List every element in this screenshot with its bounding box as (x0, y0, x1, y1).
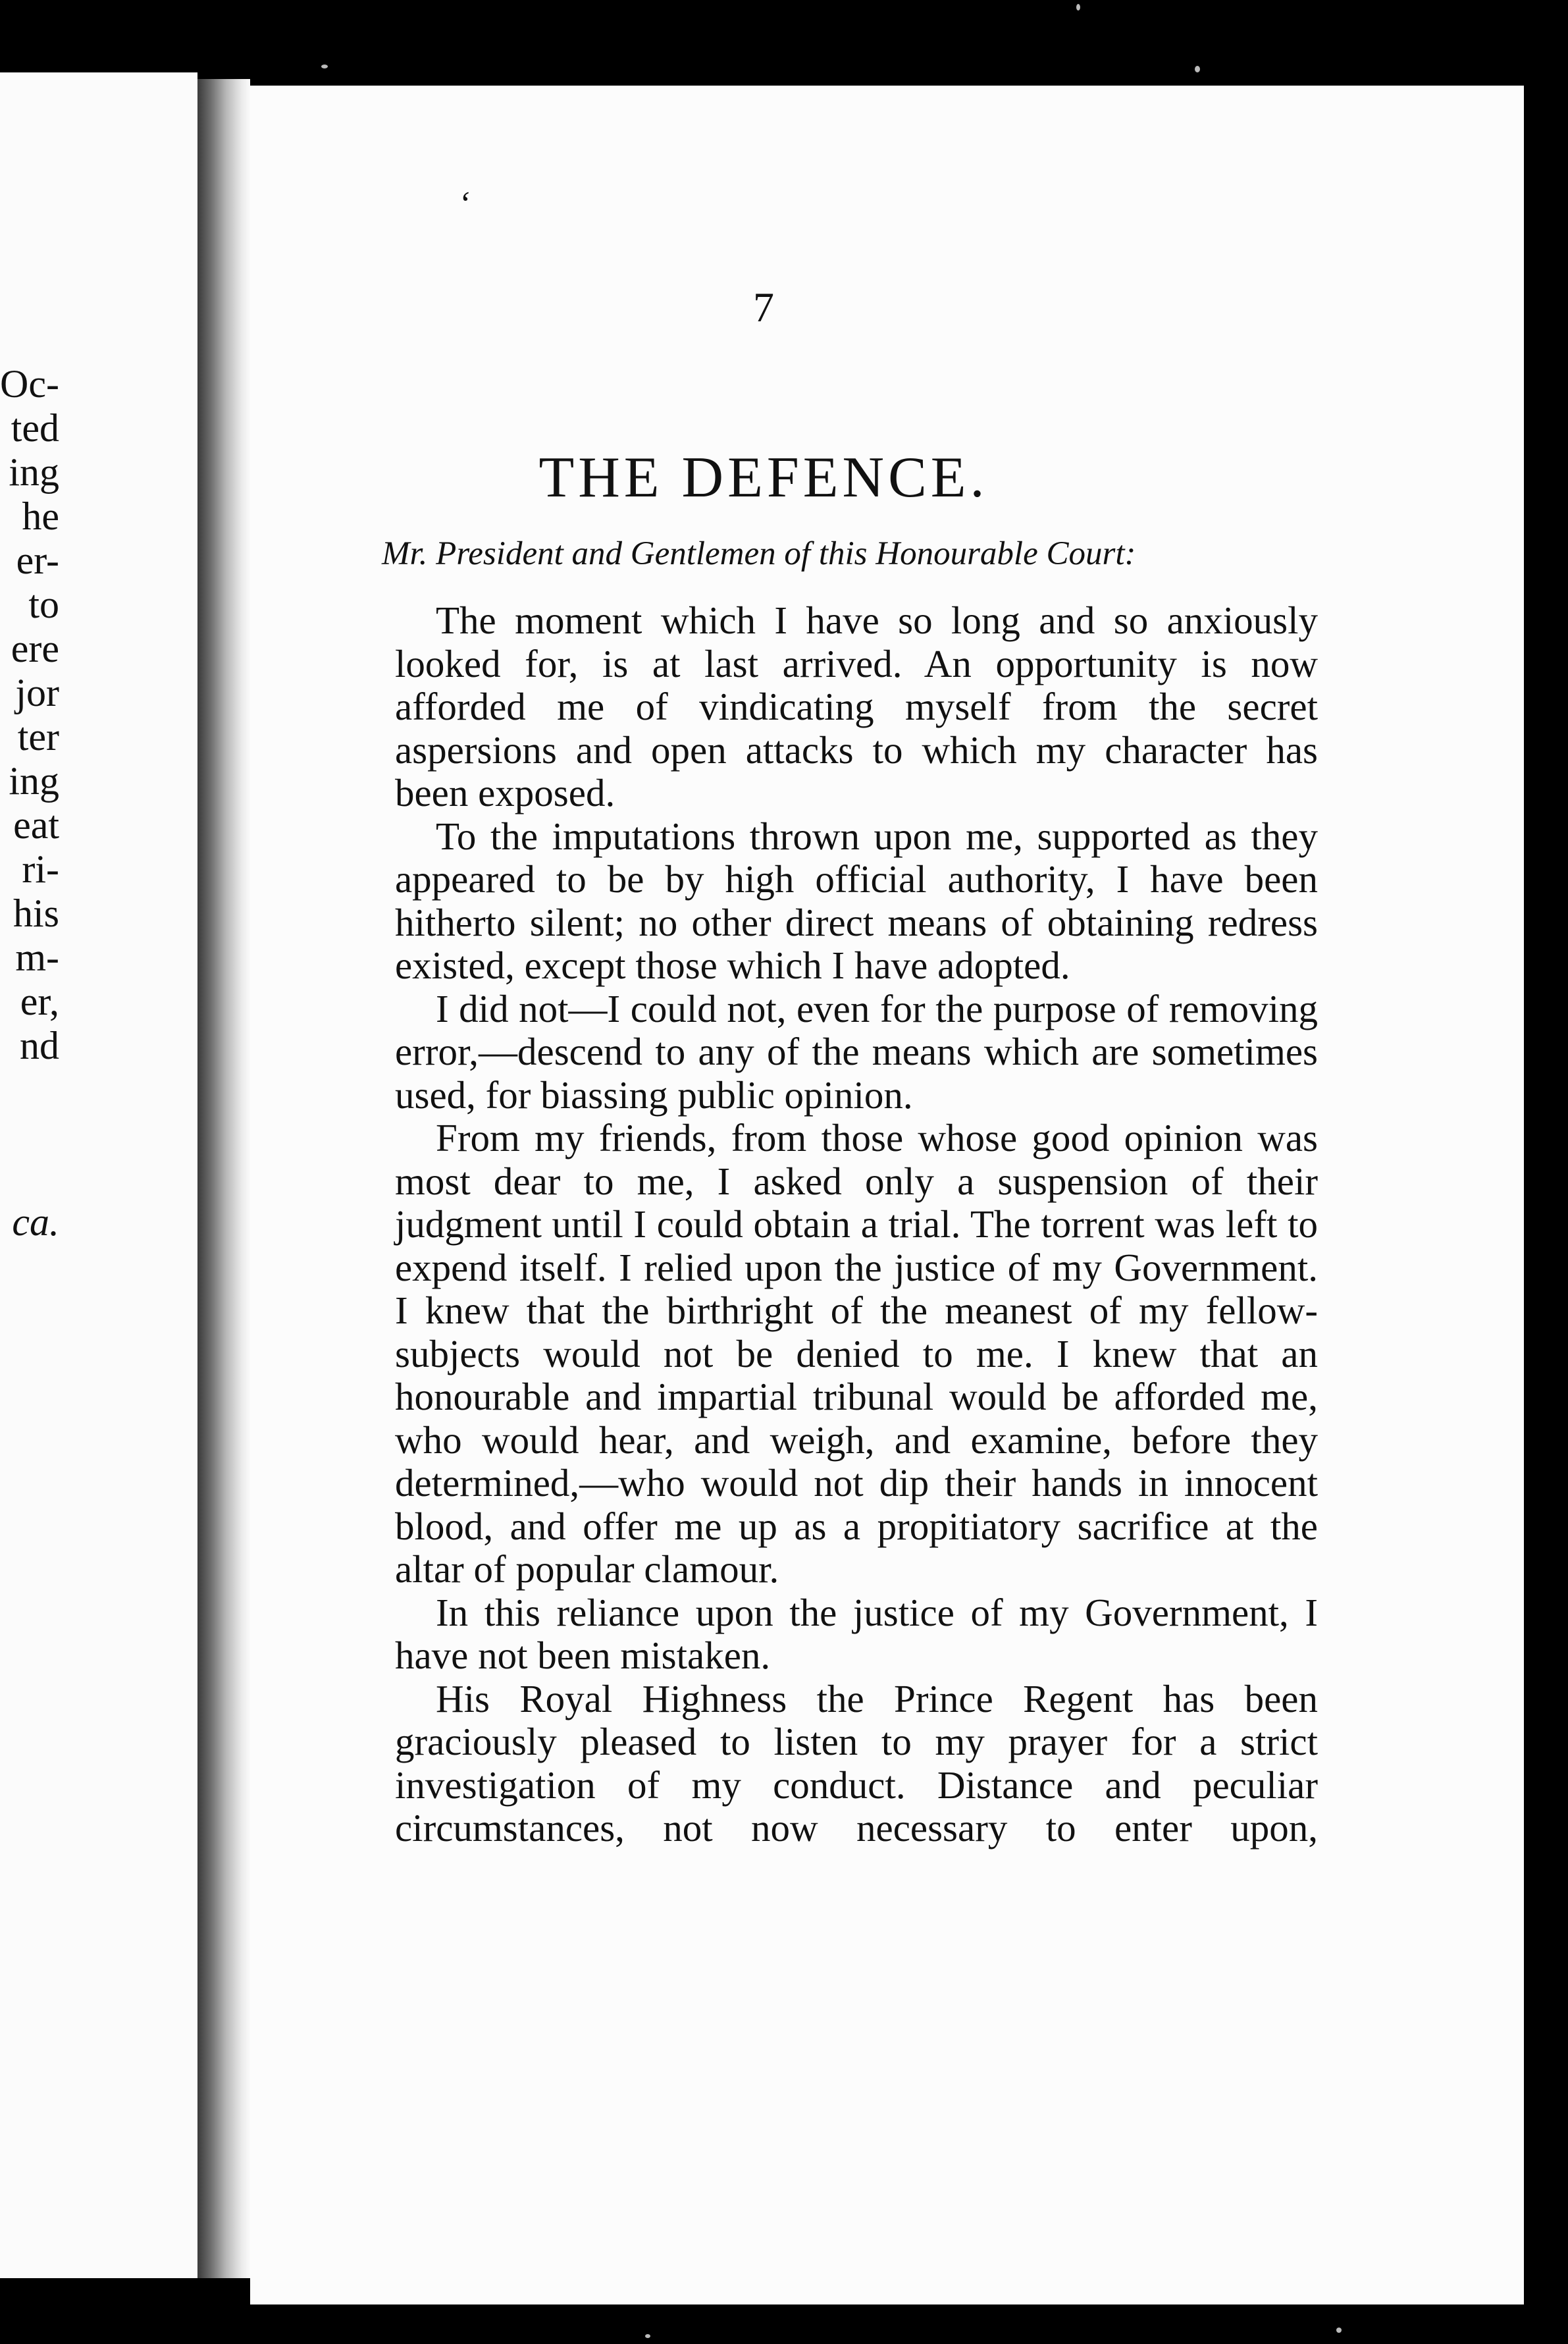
page-title: THE DEFENCE. (538, 446, 989, 510)
paragraph: The moment which I have so long and so anxiously looked for, is at last arrived. An opportunity is now afforded me of vindicating myself from the secret aspersions and open attacks to which my character has been exposed. (395, 599, 1318, 814)
book-page (250, 86, 1524, 2304)
fragment-line: er, (20, 980, 59, 1023)
scan-speck (1336, 2328, 1342, 2333)
fragment-line: ted (11, 406, 59, 450)
fragment-line: er- (16, 539, 59, 582)
fragment-line: ere (11, 627, 59, 670)
paragraph: In this reliance upon the justice of my Government, I have not been mistaken. (395, 1590, 1318, 1677)
fragment-line: Oc- (0, 362, 59, 406)
fragment-line: m- (15, 936, 59, 979)
fragment-line: ing (9, 759, 59, 803)
fragment-line: jor (15, 671, 59, 714)
paragraph: From my friends, from those whose good opinion was most dear to me, I asked only a suspension of their judgment until I could obtain a trial. The torrent was left to expend itself. I relied upon the justice of my Government. I knew that the birthright of the meanest of my fellow-subjects would not be denied to me. I knew that an honourable and impartial tribunal would be afforded me, who would hear, and weigh, and examine, before they determined,—who would not dip their hands in innocent blood, and offer me up as a propitiatory sacrifice at the altar of popular clamour. (395, 1116, 1318, 1591)
scan-speck (1195, 66, 1200, 72)
fragment-line: his (13, 892, 59, 935)
paragraph: His Royal Highness the Prince Regent has been graciously pleased to listen to my prayer for a strict investigation of my conduct. Distance and peculiar circumstances, not now necessary to enter upon, (395, 1676, 1318, 1850)
fragment-line: he (22, 494, 59, 538)
paragraph: To the imputations thrown upon me, supported as they appeared to be by high official authority, I have been hitherto silent; no other direct means of obtaining redress existed, except those which I have adopted. (395, 814, 1318, 987)
page-number: 7 (753, 284, 774, 331)
scan-border-right (1524, 79, 1568, 2304)
page-mark: ‘ (458, 185, 470, 223)
fragment-blank-line (0, 1068, 59, 1112)
previous-page-edge (0, 72, 197, 2278)
paragraph: I did not—I could not, even for the purpose of removing error,—descend to any of the means which are sometimes used, for biassing public opinion. (395, 986, 1318, 1117)
previous-page-text-fragments (0, 362, 59, 1244)
scan-speck (1076, 4, 1080, 11)
body-text (395, 599, 1318, 1850)
scan-speck (645, 2334, 650, 2338)
fragment-line: ing (9, 450, 59, 494)
fragment-line: to (28, 583, 59, 626)
fragment-blank-line (0, 1112, 59, 1156)
book-gutter-shadow (197, 79, 250, 2278)
fragment-line: ri- (22, 847, 59, 891)
scan-speck (321, 65, 328, 68)
salutation: Mr. President and Gentlemen of this Honourable Court: (382, 535, 1136, 572)
fragment-blank-line (0, 1156, 59, 1200)
fragment-line: ter (17, 715, 59, 759)
fragment-line: nd (20, 1024, 59, 1067)
fragment-line: ca. (12, 1200, 59, 1244)
fragment-line: eat (13, 803, 59, 847)
